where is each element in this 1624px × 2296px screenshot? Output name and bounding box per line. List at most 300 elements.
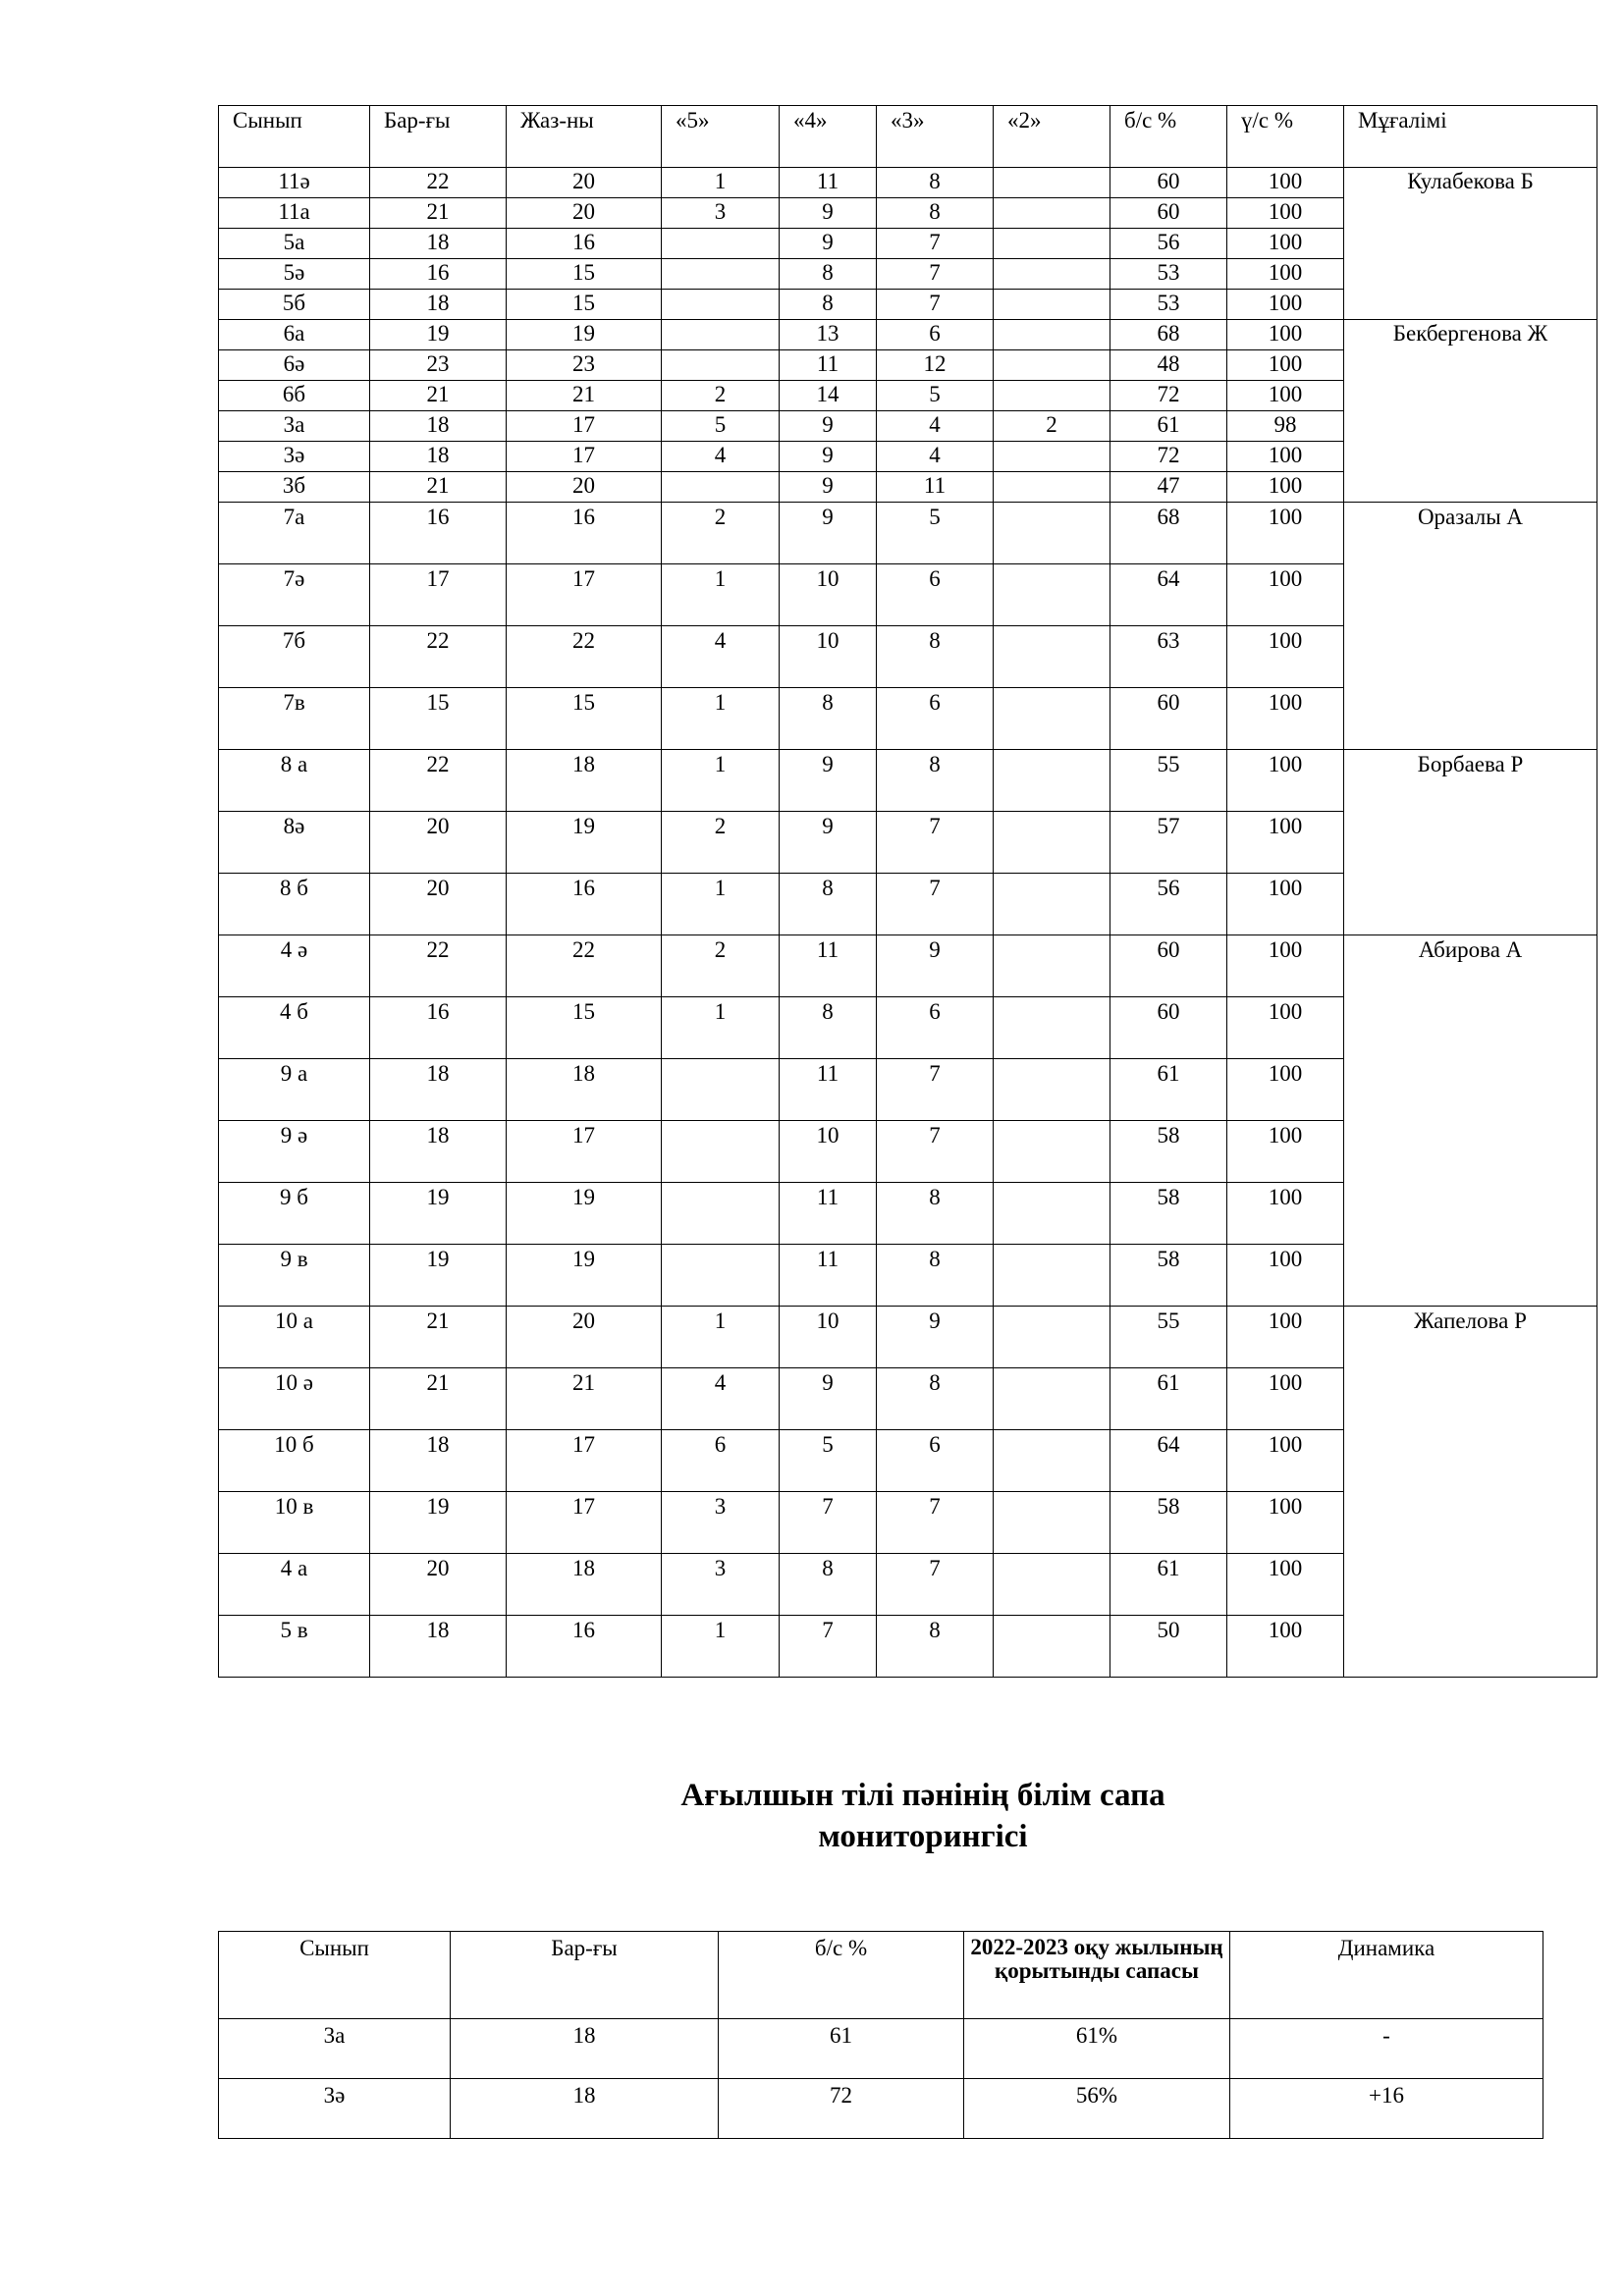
- table-cell: 5ә: [219, 259, 370, 290]
- table-cell: 55: [1110, 750, 1227, 812]
- table-cell: [994, 1121, 1110, 1183]
- table-cell: 1: [662, 1307, 780, 1368]
- table-cell: [994, 1059, 1110, 1121]
- table-cell: 11: [780, 1183, 877, 1245]
- table-cell: 16: [507, 503, 662, 564]
- table-cell: 8: [877, 198, 994, 229]
- table-cell: 1: [662, 1616, 780, 1678]
- table-cell: 20: [507, 198, 662, 229]
- table-cell: 100: [1227, 812, 1344, 874]
- summary-header-cell: 2022-2023 оқу жылының қорытынды сапасы: [964, 1932, 1230, 2019]
- table-cell: 100: [1227, 1307, 1344, 1368]
- table-cell: [994, 935, 1110, 997]
- table-cell: 64: [1110, 564, 1227, 626]
- table-cell: 6б: [219, 381, 370, 411]
- table-cell: 8: [780, 1554, 877, 1616]
- summary-header-row: [219, 1932, 1543, 2019]
- table-cell: 47: [1110, 472, 1227, 503]
- table-cell: [994, 1554, 1110, 1616]
- table-cell: 4 б: [219, 997, 370, 1059]
- table-cell: 8 а: [219, 750, 370, 812]
- table-cell: 53: [1110, 259, 1227, 290]
- table-cell: 9 б: [219, 1183, 370, 1245]
- table-cell: [662, 1121, 780, 1183]
- table-cell: 100: [1227, 320, 1344, 350]
- table-cell: 9: [780, 812, 877, 874]
- table-cell: 16: [370, 997, 507, 1059]
- summary-cell: 18: [451, 2019, 719, 2079]
- table-cell: 22: [370, 935, 507, 997]
- table-cell: 6: [877, 564, 994, 626]
- table-cell: 100: [1227, 350, 1344, 381]
- table-cell: 16: [507, 1616, 662, 1678]
- table-cell: 22: [370, 626, 507, 688]
- table-cell: [662, 229, 780, 259]
- table-cell: 19: [370, 1492, 507, 1554]
- table-cell: [662, 350, 780, 381]
- table-cell: 98: [1227, 411, 1344, 442]
- table-cell: 6ә: [219, 350, 370, 381]
- table-cell: 10: [780, 1307, 877, 1368]
- table-cell: 20: [507, 472, 662, 503]
- table-cell: 100: [1227, 1368, 1344, 1430]
- table-cell: 19: [507, 1245, 662, 1307]
- table-cell: 100: [1227, 259, 1344, 290]
- table-cell: 72: [1110, 381, 1227, 411]
- table-cell: 60: [1110, 688, 1227, 750]
- table-cell: 5б: [219, 290, 370, 320]
- table-cell: 3: [662, 1492, 780, 1554]
- table-cell: 61: [1110, 1059, 1227, 1121]
- table-cell: 16: [507, 874, 662, 935]
- table-cell: 18: [507, 1554, 662, 1616]
- table-cell: 11ә: [219, 168, 370, 198]
- table-cell: [662, 290, 780, 320]
- table-cell: 22: [370, 168, 507, 198]
- table-cell: 4 а: [219, 1554, 370, 1616]
- table-cell: 100: [1227, 1554, 1344, 1616]
- table-cell: 100: [1227, 1121, 1344, 1183]
- table-cell: [662, 259, 780, 290]
- table-cell: 18: [507, 1059, 662, 1121]
- teacher-cell: Жапелова Р: [1344, 1307, 1597, 1678]
- table-cell: 7в: [219, 688, 370, 750]
- summary-row: [219, 2019, 1543, 2079]
- table-cell: [662, 320, 780, 350]
- table-cell: 68: [1110, 503, 1227, 564]
- table-cell: 21: [370, 198, 507, 229]
- table-cell: 10: [780, 564, 877, 626]
- table-cell: 12: [877, 350, 994, 381]
- table-cell: 9 ә: [219, 1121, 370, 1183]
- table-cell: 21: [370, 1307, 507, 1368]
- table-cell: 11: [780, 168, 877, 198]
- table-cell: 8: [780, 874, 877, 935]
- header-cell: Сынып: [219, 106, 370, 168]
- table-cell: 17: [507, 1492, 662, 1554]
- table-cell: 1: [662, 750, 780, 812]
- table-cell: [994, 1183, 1110, 1245]
- table-cell: 57: [1110, 812, 1227, 874]
- table-cell: 1: [662, 688, 780, 750]
- table-cell: 55: [1110, 1307, 1227, 1368]
- table-cell: 100: [1227, 198, 1344, 229]
- header-cell: «2»: [994, 106, 1110, 168]
- table-cell: 15: [507, 290, 662, 320]
- table-cell: 3: [662, 198, 780, 229]
- table-row: [219, 1307, 1597, 1368]
- summary-cell: 18: [451, 2079, 719, 2139]
- table-cell: 8: [780, 259, 877, 290]
- table-cell: 61: [1110, 1368, 1227, 1430]
- table-cell: 10 а: [219, 1307, 370, 1368]
- table-cell: 6: [877, 997, 994, 1059]
- table-cell: 100: [1227, 564, 1344, 626]
- table-cell: 11: [780, 1059, 877, 1121]
- table-cell: 7ә: [219, 564, 370, 626]
- table-cell: 8: [877, 168, 994, 198]
- table-cell: [994, 812, 1110, 874]
- table-row: [219, 750, 1597, 812]
- table-row: [219, 320, 1597, 350]
- table-cell: [994, 1368, 1110, 1430]
- table-cell: [994, 350, 1110, 381]
- summary-cell: 3ә: [219, 2079, 451, 2139]
- table-cell: 7: [877, 290, 994, 320]
- table-cell: 100: [1227, 229, 1344, 259]
- table-cell: 8ә: [219, 812, 370, 874]
- table-cell: [994, 688, 1110, 750]
- table-cell: 21: [507, 381, 662, 411]
- table-cell: 1: [662, 564, 780, 626]
- table-cell: [994, 198, 1110, 229]
- table-cell: 61: [1110, 411, 1227, 442]
- table-cell: 100: [1227, 1492, 1344, 1554]
- table-cell: 58: [1110, 1245, 1227, 1307]
- table-cell: 7: [877, 1059, 994, 1121]
- table-cell: 23: [507, 350, 662, 381]
- table-cell: 11: [780, 1245, 877, 1307]
- table-cell: 100: [1227, 935, 1344, 997]
- table-cell: 58: [1110, 1492, 1227, 1554]
- header-cell: б/с %: [1110, 106, 1227, 168]
- table-cell: 13: [780, 320, 877, 350]
- table-cell: 100: [1227, 750, 1344, 812]
- table-cell: 7: [877, 1554, 994, 1616]
- table-cell: 17: [507, 564, 662, 626]
- table-cell: 4: [662, 626, 780, 688]
- table-cell: 22: [507, 626, 662, 688]
- table-row: [219, 935, 1597, 997]
- table-row: [219, 168, 1597, 198]
- table-cell: 21: [370, 472, 507, 503]
- table-cell: [994, 472, 1110, 503]
- teacher-cell: Абирова А: [1344, 935, 1597, 1307]
- table-cell: 5: [877, 381, 994, 411]
- table-cell: 56: [1110, 229, 1227, 259]
- table-cell: 8: [877, 1368, 994, 1430]
- summary-cell: 3а: [219, 2019, 451, 2079]
- table-cell: 3ә: [219, 442, 370, 472]
- table-cell: 11а: [219, 198, 370, 229]
- table-cell: [994, 381, 1110, 411]
- table-cell: 20: [507, 168, 662, 198]
- table-cell: 100: [1227, 1430, 1344, 1492]
- table-cell: 7: [877, 1492, 994, 1554]
- table-cell: 9: [780, 503, 877, 564]
- table-cell: 3: [662, 1554, 780, 1616]
- table-cell: 2: [662, 935, 780, 997]
- table-cell: 9 в: [219, 1245, 370, 1307]
- table-cell: [994, 564, 1110, 626]
- table-cell: 16: [507, 229, 662, 259]
- table-cell: 50: [1110, 1616, 1227, 1678]
- table-cell: 6: [877, 320, 994, 350]
- table-cell: 10 ә: [219, 1368, 370, 1430]
- table-cell: 19: [370, 320, 507, 350]
- table-cell: 17: [507, 411, 662, 442]
- table-cell: 10 б: [219, 1430, 370, 1492]
- table-cell: 100: [1227, 688, 1344, 750]
- table-cell: 48: [1110, 350, 1227, 381]
- table-cell: 23: [370, 350, 507, 381]
- table-cell: [994, 1616, 1110, 1678]
- table-cell: 18: [370, 1430, 507, 1492]
- table-cell: 100: [1227, 168, 1344, 198]
- table-cell: 58: [1110, 1121, 1227, 1183]
- table-cell: 60: [1110, 935, 1227, 997]
- table-cell: [994, 259, 1110, 290]
- table-cell: 17: [507, 1430, 662, 1492]
- table-cell: 19: [507, 1183, 662, 1245]
- table-cell: 14: [780, 381, 877, 411]
- table-header-row: [219, 106, 1597, 168]
- table-cell: 8: [877, 750, 994, 812]
- section-title: [589, 1775, 1257, 1857]
- table-cell: 7: [877, 259, 994, 290]
- table-cell: 100: [1227, 442, 1344, 472]
- table-cell: 100: [1227, 874, 1344, 935]
- table-cell: 5 в: [219, 1616, 370, 1678]
- table-cell: 4: [877, 442, 994, 472]
- table-cell: 15: [507, 997, 662, 1059]
- table-cell: 3б: [219, 472, 370, 503]
- table-cell: 2: [662, 381, 780, 411]
- table-cell: 1: [662, 997, 780, 1059]
- table-cell: [662, 1059, 780, 1121]
- table-cell: [994, 229, 1110, 259]
- table-cell: [994, 320, 1110, 350]
- table-cell: 8: [780, 290, 877, 320]
- header-cell: «4»: [780, 106, 877, 168]
- table-cell: 6: [877, 1430, 994, 1492]
- teacher-cell: Бекбергенова Ж: [1344, 320, 1597, 503]
- table-cell: 7: [877, 812, 994, 874]
- summary-header-cell: Сынып: [219, 1932, 451, 2019]
- table-cell: 7: [877, 229, 994, 259]
- table-cell: 20: [370, 812, 507, 874]
- table-cell: [994, 626, 1110, 688]
- table-cell: 68: [1110, 320, 1227, 350]
- table-cell: 7: [877, 874, 994, 935]
- summary-cell: -: [1230, 2019, 1543, 2079]
- table-cell: 8: [780, 997, 877, 1059]
- table-cell: 58: [1110, 1183, 1227, 1245]
- table-cell: 21: [370, 1368, 507, 1430]
- table-cell: [994, 1245, 1110, 1307]
- table-cell: 19: [370, 1183, 507, 1245]
- header-cell: ү/с %: [1227, 106, 1344, 168]
- summary-cell: 72: [719, 2079, 964, 2139]
- table-cell: 17: [507, 1121, 662, 1183]
- table-cell: 100: [1227, 1183, 1344, 1245]
- table-cell: 100: [1227, 1616, 1344, 1678]
- summary-header-cell: б/с %: [719, 1932, 964, 2019]
- table-cell: [994, 874, 1110, 935]
- table-cell: 1: [662, 874, 780, 935]
- header-cell: Бар-ғы: [370, 106, 507, 168]
- table-cell: 5а: [219, 229, 370, 259]
- summary-cell: 61%: [964, 2019, 1230, 2079]
- table-cell: 100: [1227, 626, 1344, 688]
- table-cell: 9: [877, 1307, 994, 1368]
- table-cell: 7а: [219, 503, 370, 564]
- table-cell: 9: [780, 411, 877, 442]
- table-cell: 10 в: [219, 1492, 370, 1554]
- table-cell: 18: [370, 411, 507, 442]
- table-cell: 100: [1227, 997, 1344, 1059]
- table-cell: 5: [877, 503, 994, 564]
- section-title-line2: мониторингісі: [818, 1819, 1028, 1854]
- table-cell: 15: [507, 688, 662, 750]
- table-cell: [662, 1245, 780, 1307]
- table-cell: 7: [780, 1492, 877, 1554]
- table-cell: 6: [877, 688, 994, 750]
- table-cell: 8: [877, 626, 994, 688]
- table-cell: 18: [370, 1059, 507, 1121]
- table-cell: 60: [1110, 997, 1227, 1059]
- table-cell: 21: [370, 381, 507, 411]
- summary-header-cell: Динамика: [1230, 1932, 1543, 2019]
- table-cell: 8: [780, 688, 877, 750]
- table-cell: 4: [877, 411, 994, 442]
- table-cell: 2: [662, 503, 780, 564]
- table-cell: 22: [507, 935, 662, 997]
- table-cell: 100: [1227, 503, 1344, 564]
- table-cell: 6: [662, 1430, 780, 1492]
- table-cell: [994, 1430, 1110, 1492]
- table-cell: 100: [1227, 1059, 1344, 1121]
- table-cell: 60: [1110, 168, 1227, 198]
- table-cell: 16: [370, 503, 507, 564]
- table-cell: [994, 997, 1110, 1059]
- table-cell: 9: [780, 442, 877, 472]
- table-cell: 15: [507, 259, 662, 290]
- table-cell: 10: [780, 626, 877, 688]
- table-cell: 4: [662, 442, 780, 472]
- table-cell: 16: [370, 259, 507, 290]
- table-cell: 22: [370, 750, 507, 812]
- table-cell: [994, 503, 1110, 564]
- teacher-cell: Кулабекова Б: [1344, 168, 1597, 320]
- table-cell: 11: [877, 472, 994, 503]
- table-row: [219, 503, 1597, 564]
- table-cell: 8: [877, 1616, 994, 1678]
- table-cell: 72: [1110, 442, 1227, 472]
- table-cell: 17: [370, 564, 507, 626]
- table-cell: [994, 750, 1110, 812]
- table-cell: 100: [1227, 1245, 1344, 1307]
- header-cell: Мұғалімі: [1344, 106, 1597, 168]
- table-cell: 9: [780, 229, 877, 259]
- table-cell: 20: [507, 1307, 662, 1368]
- table-cell: 2: [994, 411, 1110, 442]
- table-cell: [662, 1183, 780, 1245]
- table-cell: [662, 472, 780, 503]
- table-cell: 3а: [219, 411, 370, 442]
- table-cell: 9: [780, 472, 877, 503]
- table-cell: 19: [370, 1245, 507, 1307]
- table-cell: 18: [370, 442, 507, 472]
- table-cell: 11: [780, 350, 877, 381]
- english-quality-table: [218, 1931, 1543, 2139]
- grades-table: [218, 105, 1597, 1678]
- table-cell: 7: [877, 1121, 994, 1183]
- table-cell: [994, 442, 1110, 472]
- table-cell: [994, 168, 1110, 198]
- summary-row: [219, 2079, 1543, 2139]
- teacher-cell: Борбаева Р: [1344, 750, 1597, 935]
- table-cell: [994, 1492, 1110, 1554]
- table-cell: 9: [780, 750, 877, 812]
- table-cell: 100: [1227, 472, 1344, 503]
- table-cell: 11: [780, 935, 877, 997]
- table-cell: 9: [877, 935, 994, 997]
- table-cell: 21: [507, 1368, 662, 1430]
- table-cell: 100: [1227, 381, 1344, 411]
- table-cell: 9: [780, 1368, 877, 1430]
- table-cell: 19: [507, 320, 662, 350]
- summary-cell: 56%: [964, 2079, 1230, 2139]
- table-cell: 8: [877, 1183, 994, 1245]
- table-cell: 18: [370, 1616, 507, 1678]
- table-cell: 10: [780, 1121, 877, 1183]
- table-cell: [994, 290, 1110, 320]
- table-cell: 20: [370, 1554, 507, 1616]
- table-cell: 100: [1227, 290, 1344, 320]
- summary-header-cell: Бар-ғы: [451, 1932, 719, 2019]
- table-cell: 9 а: [219, 1059, 370, 1121]
- table-cell: 53: [1110, 290, 1227, 320]
- table-cell: 15: [370, 688, 507, 750]
- table-cell: 4 ә: [219, 935, 370, 997]
- table-cell: 5: [662, 411, 780, 442]
- section-title-line1: Ағылшын тілі пәнінің білім сапа: [680, 1778, 1165, 1813]
- table-cell: 18: [370, 229, 507, 259]
- table-cell: 4: [662, 1368, 780, 1430]
- table-cell: 7б: [219, 626, 370, 688]
- table-cell: 1: [662, 168, 780, 198]
- table-cell: 60: [1110, 198, 1227, 229]
- table-cell: 18: [507, 750, 662, 812]
- table-cell: 17: [507, 442, 662, 472]
- summary-cell: +16: [1230, 2079, 1543, 2139]
- table-cell: 63: [1110, 626, 1227, 688]
- table-cell: 5: [780, 1430, 877, 1492]
- header-cell: «5»: [662, 106, 780, 168]
- table-cell: 64: [1110, 1430, 1227, 1492]
- table-cell: 7: [780, 1616, 877, 1678]
